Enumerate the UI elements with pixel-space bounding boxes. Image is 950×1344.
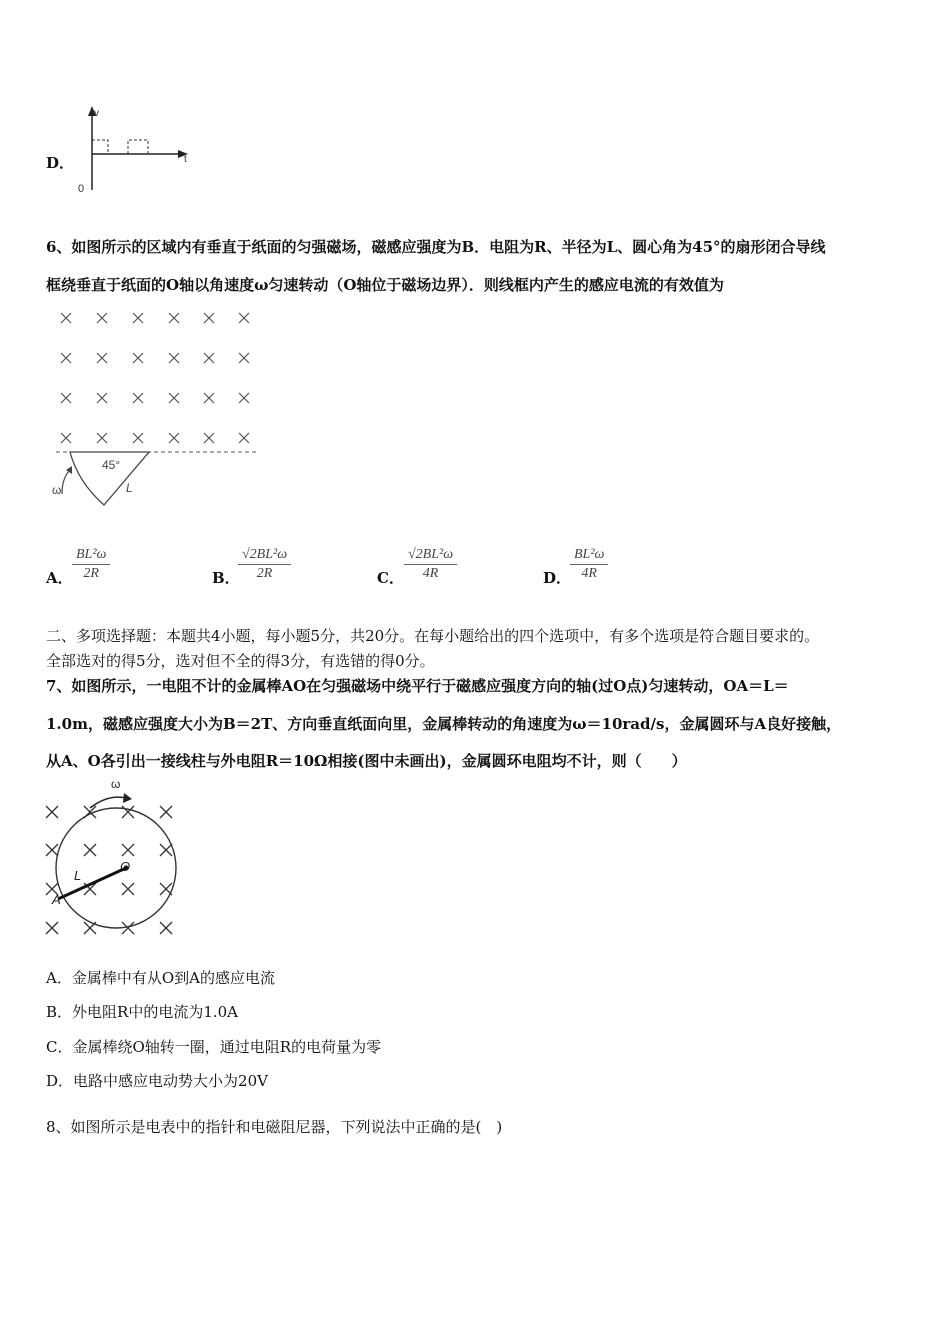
section2-instructions-line1: 二、多项选择题：本题共4小题，每小题5分，共20分。在每小题给出的四个选项中，有多个选项是符合题目要求的。 [46, 627, 820, 645]
q6-option-a-denominator: 2R [83, 566, 99, 581]
x-axis-label: t [184, 154, 187, 165]
q6-option-c-denominator: 4R [422, 566, 439, 581]
q6-option-a-numerator: BL²ω [72, 546, 110, 565]
q6-option-c-label: C． [377, 569, 404, 587]
q6-option-b-label: B． [212, 569, 240, 587]
q7-text-line1: 7、如图所示，一电阻不计的金属棒AO在匀强磁场中绕平行于磁感应强度方向的轴(过O点)匀速转动，OA＝L＝ [46, 677, 789, 695]
q6-option-a-fraction [72, 546, 110, 583]
omega-label: ω [52, 483, 62, 497]
pulse-2 [128, 140, 148, 154]
q6-text-line1: 6、如图所示的区域内有垂直于纸面的匀强磁场，磁感应强度为B．电阻为R、半径为L、圆心角为45°的扇形闭合导线 [46, 238, 826, 256]
y-axis-label: v [94, 108, 99, 119]
metal-rod-ao [58, 868, 126, 899]
q6-option-d-fraction [570, 546, 608, 583]
rotation-arrowhead [123, 793, 132, 803]
q6-option-d-label: D． [543, 569, 572, 587]
l-label: L [74, 868, 82, 883]
origin-label: 0 [78, 183, 85, 195]
q6-text-line2: 框绕垂直于纸面的O轴以角速度ω匀速转动（O轴位于磁场边界）．则线框内产生的感应电流的有效值为 [46, 276, 724, 294]
q7-option-c: C．金属棒绕O轴转一圈，通过电阻R的电荷量为零 [46, 1038, 382, 1056]
magnetic-field-crosses [61, 313, 249, 443]
q5-vt-graph [74, 104, 194, 196]
rotation-arrow [62, 470, 70, 494]
q7-option-a: A．金属棒中有从O到A的感应电流 [46, 969, 275, 987]
radius-label: L [126, 481, 133, 495]
omega-label: ω [111, 777, 121, 791]
angle-label: 45° [102, 458, 121, 472]
q6-option-c-fraction [404, 546, 457, 583]
section2-instructions-line2: 全部选对的得5分，选对但不全的得3分，有选错的得0分。 [46, 652, 435, 670]
q6-option-b-numerator: √2BL²ω [238, 546, 291, 565]
q6-option-b-denominator: 2R [256, 566, 273, 581]
q6-option-c-numerator: √2BL²ω [404, 546, 457, 565]
q7-option-d: D．电路中感应电动势大小为20V [46, 1072, 268, 1090]
a-label: A [52, 892, 61, 907]
q6-sector-field-figure [50, 306, 260, 512]
q7-text-line2: 1.0m，磁感应强度大小为B＝2T、方向垂直纸面向里，金属棒转动的角速度为ω＝10rad/s，金属圆环与A良好接触， [46, 715, 842, 733]
pulse-1 [92, 140, 108, 154]
q6-option-d-denominator: 4R [581, 566, 597, 581]
o-label: O [120, 859, 131, 874]
q5-option-d-label: D． [46, 154, 75, 172]
q6-option-b-fraction [238, 546, 291, 583]
q7-option-b: B．外电阻R中的电流为1.0A [46, 1003, 239, 1021]
q6-option-d-numerator: BL²ω [570, 546, 608, 565]
q8-text: 8、如图所示是电表中的指针和电磁阻尼器，下列说法中正确的是( ) [46, 1118, 503, 1136]
q7-text-line3: 从A、O各引出一接线柱与外电阻R＝10Ω相接(图中未画出)，金属圆环电阻均不计，则（ ） [46, 752, 687, 770]
q7-rotating-rod-figure [40, 772, 190, 944]
q6-option-a-label: A． [46, 569, 73, 587]
